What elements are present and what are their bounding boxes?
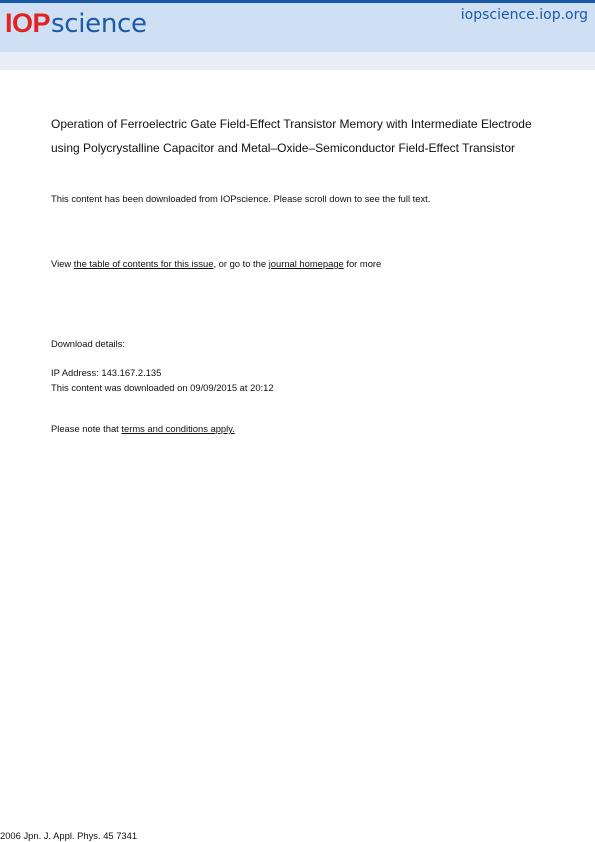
navigation-middle-text: , or go to the bbox=[213, 258, 269, 269]
logo-science-text: science bbox=[51, 9, 147, 39]
site-header bbox=[0, 0, 595, 52]
terms-prefix-text: Please note that bbox=[51, 423, 122, 434]
citation-footer: 2006 Jpn. J. Appl. Phys. 45 7341 bbox=[0, 830, 138, 841]
ip-address: IP Address: 143.167.2.135 bbox=[51, 367, 162, 378]
terms-notice bbox=[51, 423, 235, 435]
journal-homepage-link[interactable]: journal homepage bbox=[268, 258, 344, 269]
header-subband bbox=[0, 52, 595, 70]
download-timestamp: This content was downloaded on 09/09/2015 at 20:12 bbox=[51, 382, 274, 393]
logo-iop-text: IOP bbox=[5, 8, 51, 38]
article-title-line-1: Operation of Ferroelectric Gate Field-Effect Transistor Memory with Intermediate Electrode bbox=[51, 117, 532, 131]
terms-and-conditions-link[interactable]: terms and conditions apply. bbox=[121, 423, 235, 434]
table-of-contents-link[interactable]: the table of contents for this issue bbox=[73, 258, 214, 269]
download-details-heading: Download details: bbox=[51, 338, 126, 349]
article-title bbox=[51, 112, 561, 160]
download-notice: This content has been downloaded from IOPscience. Please scroll down to see the full text. bbox=[51, 193, 431, 204]
iopscience-logo[interactable] bbox=[5, 6, 147, 40]
site-url-link[interactable]: iopscience.iop.org bbox=[460, 7, 588, 23]
navigation-sentence bbox=[51, 258, 381, 270]
navigation-suffix-text: for more bbox=[343, 258, 382, 269]
article-title-line-2: using Polycrystalline Capacitor and Metal–Oxide–Semiconductor Field-Effect Transistor bbox=[51, 141, 515, 155]
view-prefix-text: View bbox=[51, 258, 74, 269]
